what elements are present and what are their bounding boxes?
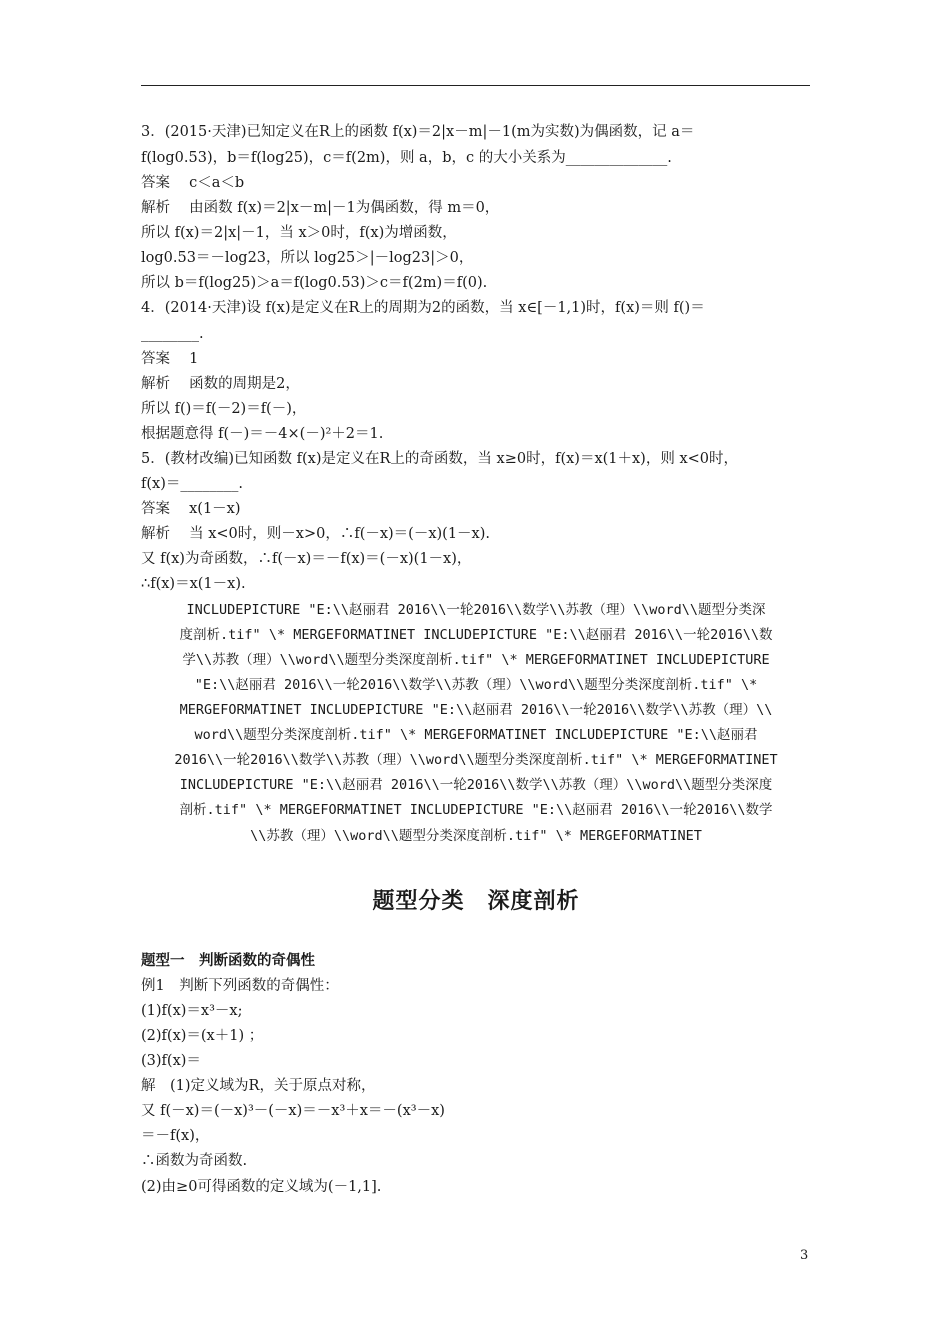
subheading: 题型一 判断函数的奇偶性	[141, 953, 315, 969]
text-line: 答案 1	[141, 351, 199, 367]
text-line: f(x)＝________.	[141, 476, 243, 492]
text-line: 3．(2015·天津)已知定义在R上的函数 f(x)＝2|x－m|－1(m为实数)为偶函数，记 a＝	[141, 124, 695, 140]
field-code-line: 2016\\一轮2016\\数学\\苏教（理）\\word\\题型分类深度剖析.tif" \* MERGEFORMATINET	[174, 752, 778, 768]
text-line: 答案 x(1－x)	[141, 501, 241, 517]
text-line: 解析 由函数 f(x)＝2|x－m|－1为偶函数，得 m＝0，	[141, 200, 500, 216]
text-line: 4．(2014·天津)设 f(x)是定义在R上的周期为2的函数，当 x∈[－1,1)时，f(x)＝则 f()＝	[141, 300, 705, 316]
field-code-line: 学\\苏教（理）\\word\\题型分类深度剖析.tif" \* MERGEFORMATINET INCLUDEPICTURE	[182, 652, 770, 668]
text-line: 所以 f()＝f(－2)＝f(－)，	[141, 401, 307, 417]
text-line: (3)f(x)＝	[141, 1053, 201, 1069]
text-line: 所以 f(x)＝2|x|－1，当 x＞0时，f(x)为增函数，	[141, 225, 457, 241]
text-line: (2)由≥0可得函数的定义域为(－1,1].	[141, 1179, 382, 1195]
text-line: 例1 判断下列函数的奇偶性：	[141, 978, 339, 994]
text-line: (2)f(x)＝(x＋1) ；	[141, 1028, 264, 1044]
text-line: 又 f(x)为奇函数，∴f(－x)＝－f(x)＝(－x)(1－x)，	[141, 551, 472, 567]
text-line: ∴函数为奇函数.	[141, 1153, 248, 1169]
text-line: ∴f(x)＝x(1－x).	[141, 576, 246, 592]
text-line: 解 (1)定义域为R，关于原点对称，	[141, 1078, 376, 1094]
text-line: 根据题意得 f(－)＝－4×(－)²＋2＝1.	[141, 426, 384, 442]
field-code-line: MERGEFORMATINET INCLUDEPICTURE "E:\\赵丽君 2016\\一轮2016\\数学\\苏教（理）\\	[179, 702, 773, 718]
field-code-line: 剖析.tif" \* MERGEFORMATINET INCLUDEPICTURE "E:\\赵丽君 2016\\一轮2016\\数学	[179, 802, 773, 818]
field-code-line: INCLUDEPICTURE "E:\\赵丽君 2016\\一轮2016\\数学\\苏教（理）\\word\\题型分类深	[186, 602, 766, 618]
header-rule	[141, 85, 810, 86]
text-line: 答案 c＜a＜b	[141, 175, 245, 191]
text-line: ________.	[141, 326, 204, 342]
text-line: 解析 当 x<0时，则－x>0，∴f(－x)＝(－x)(1－x).	[141, 526, 490, 542]
text-line: 所以 b＝f(log25)＞a＝f(log0.53)＞c＝f(2m)＝f(0).	[141, 275, 488, 291]
text-line: log0.53＝－log23，所以 log25＞|－log23|＞0，	[141, 250, 474, 266]
section-title: 题型分类 深度剖析	[372, 889, 580, 914]
text-line: f(log0.53)，b＝f(log25)，c＝f(2m)，则 a，b，c 的大小关系为______________.	[141, 150, 672, 166]
text-line: ＝－f(x)，	[141, 1128, 210, 1144]
field-code-line: 度剖析.tif" \* MERGEFORMATINET INCLUDEPICTURE "E:\\赵丽君 2016\\一轮2016\\数	[179, 627, 773, 643]
field-code-line: \\苏教（理）\\word\\题型分类深度剖析.tif" \* MERGEFORMATINET	[250, 828, 702, 844]
text-line: 解析 函数的周期是2，	[141, 376, 300, 392]
text-line: (1)f(x)＝x³－x;	[141, 1003, 243, 1019]
field-code-line: "E:\\赵丽君 2016\\一轮2016\\数学\\苏教（理）\\word\\题型分类深度剖析.tif" \*	[194, 677, 758, 693]
text-line: 5．(教材改编)已知函数 f(x)是定义在R上的奇函数，当 x≥0时，f(x)＝x(1＋x)，则 x<0时，	[141, 451, 738, 467]
text-line: 又 f(－x)＝(－x)³－(－x)＝－x³＋x＝－(x³－x)	[141, 1103, 445, 1119]
field-code-line: INCLUDEPICTURE "E:\\赵丽君 2016\\一轮2016\\数学\\苏教（理）\\word\\题型分类深度	[179, 777, 773, 793]
page-number: 3	[800, 1248, 809, 1263]
field-code-line: word\\题型分类深度剖析.tif" \* MERGEFORMATINET INCLUDEPICTURE "E:\\赵丽君	[194, 727, 758, 743]
